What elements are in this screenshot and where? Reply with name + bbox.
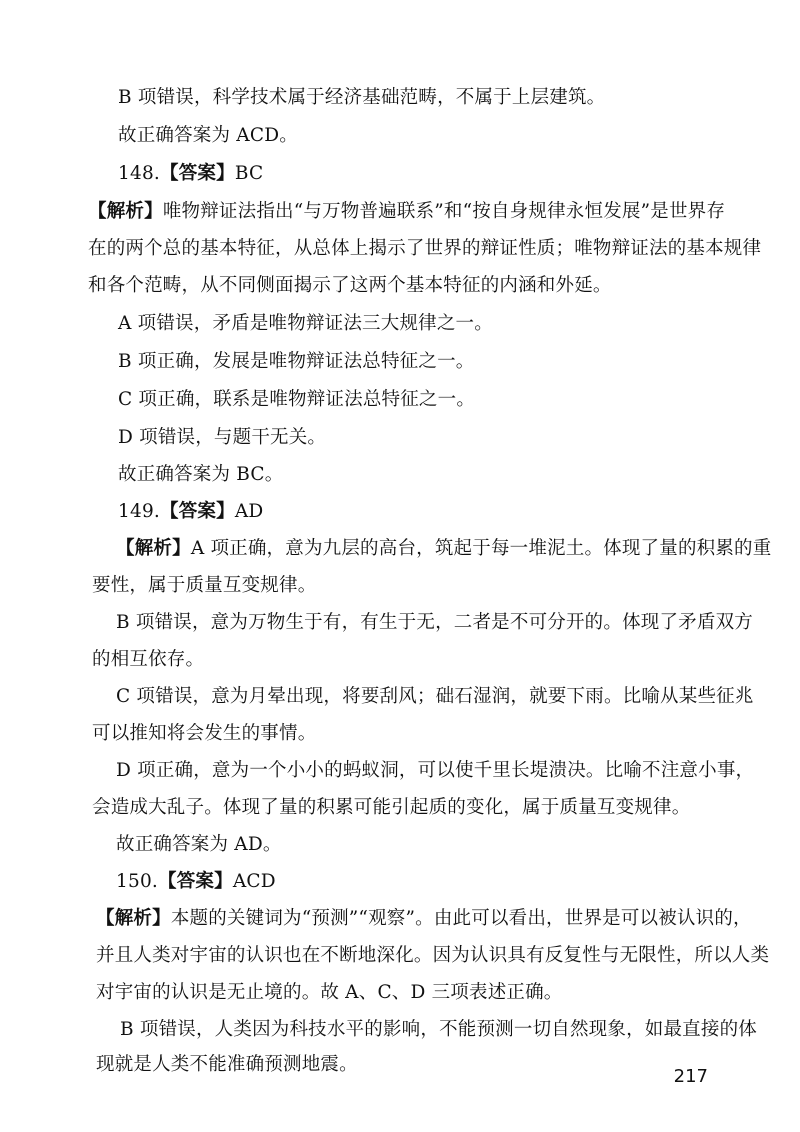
answer-value: ACD bbox=[232, 871, 276, 892]
question-number: 149. bbox=[118, 501, 160, 522]
text-line: D 项正确，意为一个小小的蚂蚁洞，可以使千里长堤溃决。比喻不注意小事， bbox=[116, 760, 755, 781]
text-line: 故正确答案为 BC。 bbox=[118, 464, 284, 485]
analysis-line bbox=[116, 537, 771, 561]
analysis-line bbox=[88, 200, 725, 224]
text-line: 要性，属于质量互变规律。 bbox=[92, 575, 317, 596]
question-number: 150. bbox=[116, 871, 158, 892]
analysis-label: 【解析】 bbox=[96, 908, 171, 929]
question-number: 148. bbox=[118, 163, 160, 184]
text-line: B 项错误，意为万物生于有，有生于无，二者是不可分开的。体现了矛盾双方 bbox=[116, 612, 753, 633]
analysis-text: 唯物辩证法指出“与万物普遍联系”和“按自身规律永恒发展”是世界存 bbox=[162, 201, 726, 222]
text-line: D 项错误，与题干无关。 bbox=[118, 427, 327, 448]
text-line: 故正确答案为 ACD。 bbox=[118, 125, 298, 146]
text-line: B 项错误，人类因为科技水平的影响，不能预测一切自然现象，如最直接的体 bbox=[120, 1019, 757, 1040]
analysis-label: 【解析】 bbox=[116, 538, 191, 559]
analysis-line bbox=[96, 907, 752, 931]
analysis-label: 【解析】 bbox=[88, 201, 163, 222]
text-line: 的相互依存。 bbox=[92, 649, 205, 670]
text-line: 会造成大乱子。体现了量的积累可能引起质的变化，属于质量互变规律。 bbox=[92, 797, 691, 818]
text-line: 可以推知将会发生的事情。 bbox=[92, 723, 317, 744]
text-line: C 项错误，意为月晕出现，将要刮风；础石湿润，就要下雨。比喻从某些征兆 bbox=[116, 686, 754, 707]
analysis-text: A 项正确，意为九层的高台，筑起于每一堆泥土。体现了量的积累的重 bbox=[190, 538, 772, 559]
text-line: 在的两个总的基本特征，从总体上揭示了世界的辩证性质；唯物辩证法的基本规律 bbox=[88, 238, 762, 259]
text-line: B 项正确，发展是唯物辩证法总特征之一。 bbox=[118, 351, 475, 372]
answer-line bbox=[118, 500, 263, 524]
text-line: 并且人类对宇宙的认识也在不断地深化。因为认识具有反复性与无限性，所以人类 bbox=[96, 945, 770, 966]
answer-value: AD bbox=[234, 501, 264, 522]
text-line: 现就是人类不能准确预测地震。 bbox=[96, 1054, 358, 1075]
answer-line bbox=[116, 870, 276, 894]
answer-label: 【答案】 bbox=[160, 501, 235, 522]
answer-value: BC bbox=[234, 163, 264, 184]
text-line: A 项错误，矛盾是唯物辩证法三大规律之一。 bbox=[118, 313, 493, 334]
answer-label: 【答案】 bbox=[160, 163, 235, 184]
text-line: 故正确答案为 AD。 bbox=[116, 834, 282, 855]
answer-label: 【答案】 bbox=[158, 871, 233, 892]
text-line: B 项错误，科学技术属于经济基础范畴，不属于上层建筑。 bbox=[118, 87, 606, 108]
text-line: 对宇宙的认识是无止境的。故 A、C、D 三项表述正确。 bbox=[96, 982, 563, 1003]
page-number: 217 bbox=[673, 1066, 708, 1087]
analysis-text: 本题的关键词为“预测”“观察”。由此可以看出，世界是可以被认识的， bbox=[170, 908, 752, 929]
text-line: C 项正确，联系是唯物辩证法总特征之一。 bbox=[118, 389, 476, 410]
answer-line bbox=[118, 162, 263, 186]
text-line: 和各个范畴，从不同侧面揭示了这两个基本特征的内涵和外延。 bbox=[88, 275, 612, 296]
